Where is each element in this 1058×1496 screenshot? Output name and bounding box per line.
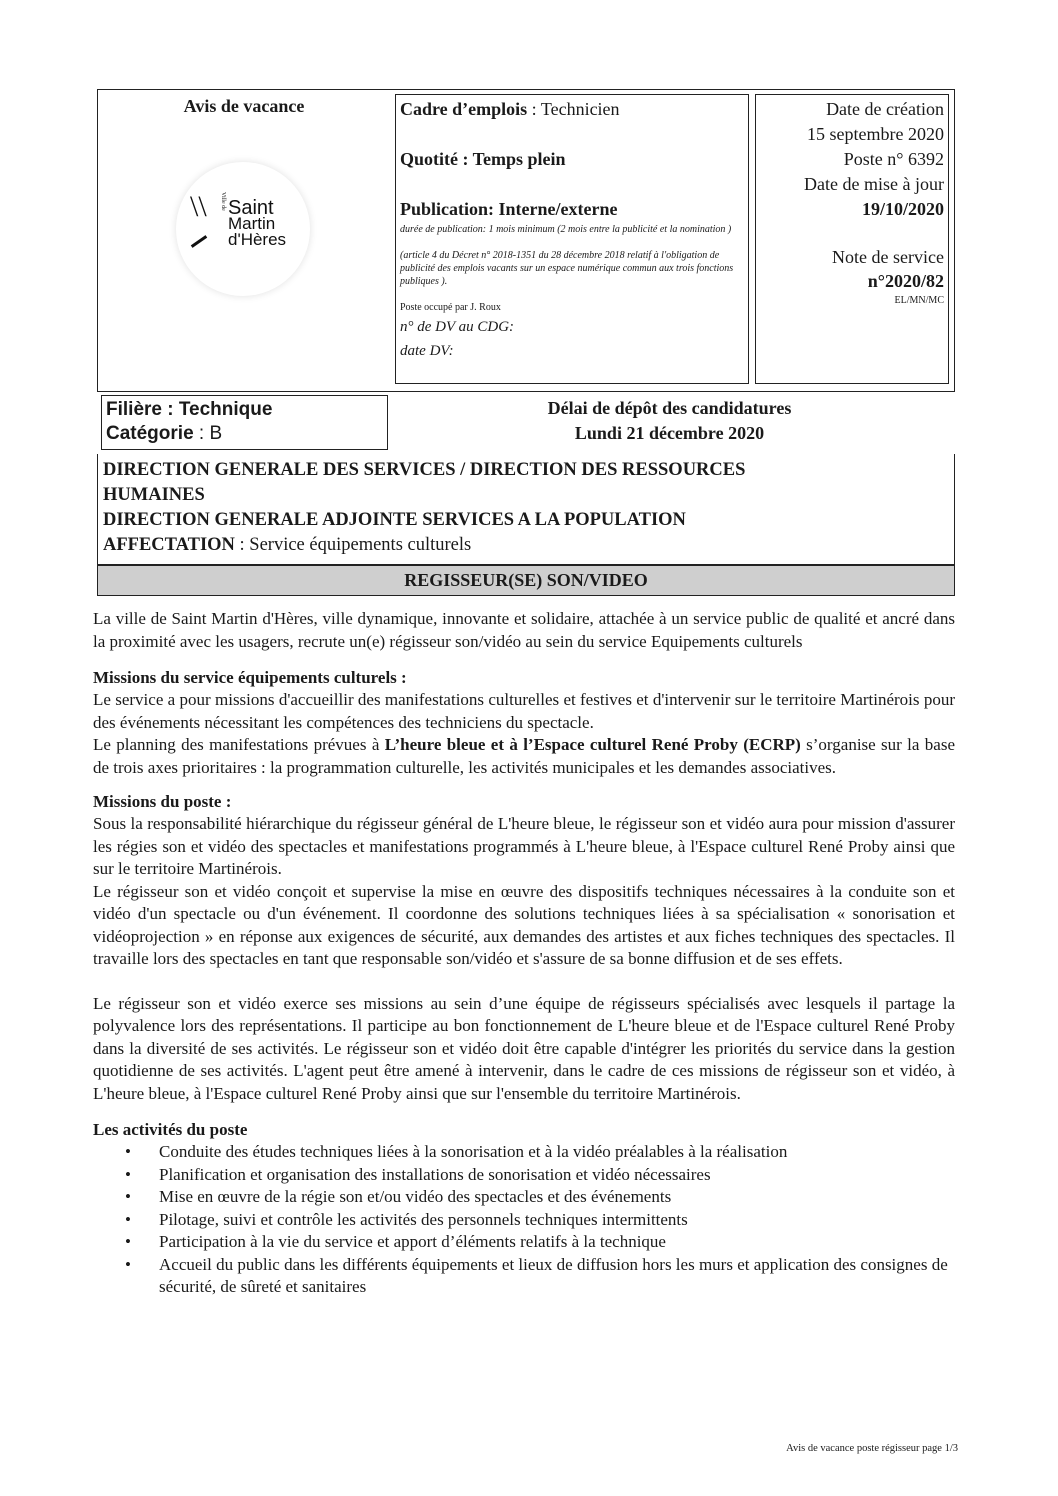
intro-paragraph: La ville de Saint Martin d'Hères, ville dynamique, innovante et solidaire, attachée à un service public de qualité et ancré dans la proximité avec les usagers, recrute un(e) régisseur son/vidéo au sein du service Equipements culturels <box>93 609 955 651</box>
bullet-icon: • <box>125 1164 131 1184</box>
logo-line2: Martin <box>228 214 276 233</box>
poste-number: Poste n° 6392 <box>843 149 944 169</box>
logo-line1: Saint <box>228 197 274 219</box>
dv-cdg-number: n° de DV au CDG: <box>400 319 515 335</box>
activite-text: Conduite des études techniques liées à la sonorisation et à la vidéo préalables à la réalisation <box>159 1142 788 1161</box>
logo-mark-icon: \\ <box>190 190 207 223</box>
date-maj-label: Date de mise à jour <box>804 174 944 194</box>
bullet-icon: • <box>125 1142 131 1161</box>
avis-title: Avis de vacance <box>183 96 305 116</box>
categorie: Catégorie : B <box>106 423 223 444</box>
activite-item <box>93 1186 955 1209</box>
dv-date: date DV: <box>400 343 454 359</box>
header-right-column <box>755 94 949 384</box>
publication: Publication: Interne/externe <box>400 199 618 219</box>
missions-poste-paragraph-1: Sous la responsabilité hiérarchique du régisseur général de L'heure bleue, le régisseur son et vidéo aura pour mission d'assurer les régies son et vidéo des spectacles et manifestations programmés à L'heure bleue, à l'Espace culturel René Proby ainsi que sur le territoire Martinérois. <box>93 814 955 878</box>
date-creation: 15 septembre 2020 <box>807 124 944 144</box>
decree-note: (article 4 du Décret n° 2018-1351 du 28 décembre 2018 relatif à l'obligation de publicité des emplois vacants sur un espace numérique commun aux trois fonctions publiques ). <box>400 250 734 287</box>
activites-heading: Les activités du poste <box>93 1120 248 1139</box>
activite-text: Participation à la vie du service et apport d’éléments relatifs à la technique <box>159 1232 666 1251</box>
saint-martin-dheres-logo <box>176 162 310 296</box>
bullet-icon: • <box>125 1254 131 1274</box>
bullet-icon: • <box>125 1232 131 1251</box>
direction-line-1: DIRECTION GENERALE DES SERVICES / DIRECTION DES RESSOURCES <box>103 460 746 480</box>
direction-line-2: HUMAINES <box>103 485 205 505</box>
body-content <box>93 608 955 1299</box>
filiere-box <box>101 395 388 450</box>
delai-label: Délai de dépôt des candidatures <box>547 398 792 418</box>
delai-date: Lundi 21 décembre 2020 <box>574 423 765 443</box>
date-creation-label: Date de création <box>826 99 944 119</box>
activite-item <box>93 1141 955 1164</box>
quotite: Quotité : Temps plein <box>400 149 566 169</box>
bullet-icon: • <box>125 1187 131 1206</box>
cadre-emplois: Cadre d’emplois : Technicien <box>400 99 620 119</box>
activite-text: Mise en œuvre de la régie son et/ou vidéo des spectacles et des événements <box>159 1187 672 1206</box>
bullet-icon: • <box>125 1209 131 1229</box>
poste-occupe: Poste occupé par J. Roux <box>400 302 501 313</box>
date-maj: 19/10/2020 <box>861 199 944 219</box>
header-middle-column <box>395 94 749 384</box>
direction-line-3: DIRECTION GENERALE ADJOINTE SERVICES A LA POPULATION <box>103 510 686 530</box>
affectation: AFFECTATION : Service équipements culturels <box>103 535 472 555</box>
logo-slash-icon <box>191 235 207 248</box>
missions-service-paragraph-1: Le service a pour missions d'accueillir des manifestations culturelles et festives et d'intervenir sur le territoire Martinérois pour des événements nécessitant les compétences des techniciens du spectacle. <box>93 690 955 732</box>
activite-item <box>93 1164 955 1187</box>
missions-poste-heading: Missions du poste : <box>93 792 232 811</box>
header-frame <box>97 89 955 392</box>
missions-service-paragraph-2: Le planning des manifestations prévues à L’heure bleue et à l’Espace culturel René Proby (ECRP) s’organise sur la base de trois axes prioritaires : la programmation culturelle, les activités municipales et les demandes associatives. <box>93 735 955 777</box>
note-initials: EL/MN/MC <box>894 295 944 306</box>
delai-box <box>384 393 955 451</box>
note-service-number: n°2020/82 <box>867 271 944 291</box>
missions-service-heading: Missions du service équipements culturels : <box>93 668 407 687</box>
activite-item <box>93 1209 955 1232</box>
note-service-label: Note de service <box>832 247 944 267</box>
activite-item <box>93 1231 955 1254</box>
header-left-column <box>98 90 390 391</box>
job-title: REGISSEUR(SE) SON/VIDEO <box>404 570 648 590</box>
logo-line3: d'Hères <box>228 230 287 249</box>
activite-text: Accueil du public dans les différents équipements et lieux de diffusion hors les murs et application des consignes de sécurité, de sûreté et sanitaires <box>159 1254 948 1296</box>
activite-text: Pilotage, suivi et contrôle les activités des personnels techniques intermittents <box>159 1209 688 1229</box>
filiere: Filière : Technique <box>106 399 273 420</box>
missions-poste-paragraph-2: Le régisseur son et vidéo conçoit et supervise la mise en œuvre des dispositifs techniques nécessaires à la conduite son et vidéo d'un spectacle ou d'un événement. Il coordonne des solutions techniques liées à sa spécialisation « sonorisation et vidéoprojection » en réponse aux exigences de sécurité, aux demandes des artistes et aux fiches techniques des spectacles. Il travaille lors des spectacles en tant que responsable son/vidéo et s'assure de sa bonne diffusion et de ses effets. <box>93 881 955 968</box>
page-footer: Avis de vacance poste régisseur page 1/3 <box>786 1443 958 1454</box>
directions-block <box>97 454 955 565</box>
logo-text <box>228 197 287 249</box>
activite-item <box>93 1254 955 1299</box>
activites-list <box>93 1141 955 1299</box>
missions-poste-paragraph-3: Le régisseur son et vidéo exerce ses missions au sein d’une équipe de régisseurs spécialisés avec lesquels il partage la polyvalence lors des représentations. Il participe au bon fonctionnement de L'heure bleue et de l'Espace culturel René Proby dans la diversité de ses activités. Le régisseur son et vidéo doit être capable d'intégrer les priorités du service dans la gestion quotidienne de ses activités. L'agent peut être amené à intervenir, dans le cadre de ces missions de régisseur son et vidéo, à L'heure bleue, à l'Espace culturel René Proby ainsi que sur l'ensemble du territoire Martinérois. <box>93 993 955 1103</box>
activite-text: Planification et organisation des installations de sonorisation et vidéo nécessaires <box>159 1164 711 1184</box>
job-title-bar <box>97 565 955 596</box>
logo-small-text: Ville de <box>220 192 226 211</box>
publication-duration-note: durée de publication: 1 mois minimum (2 mois entre la publicité et la nomination ) <box>400 224 732 235</box>
